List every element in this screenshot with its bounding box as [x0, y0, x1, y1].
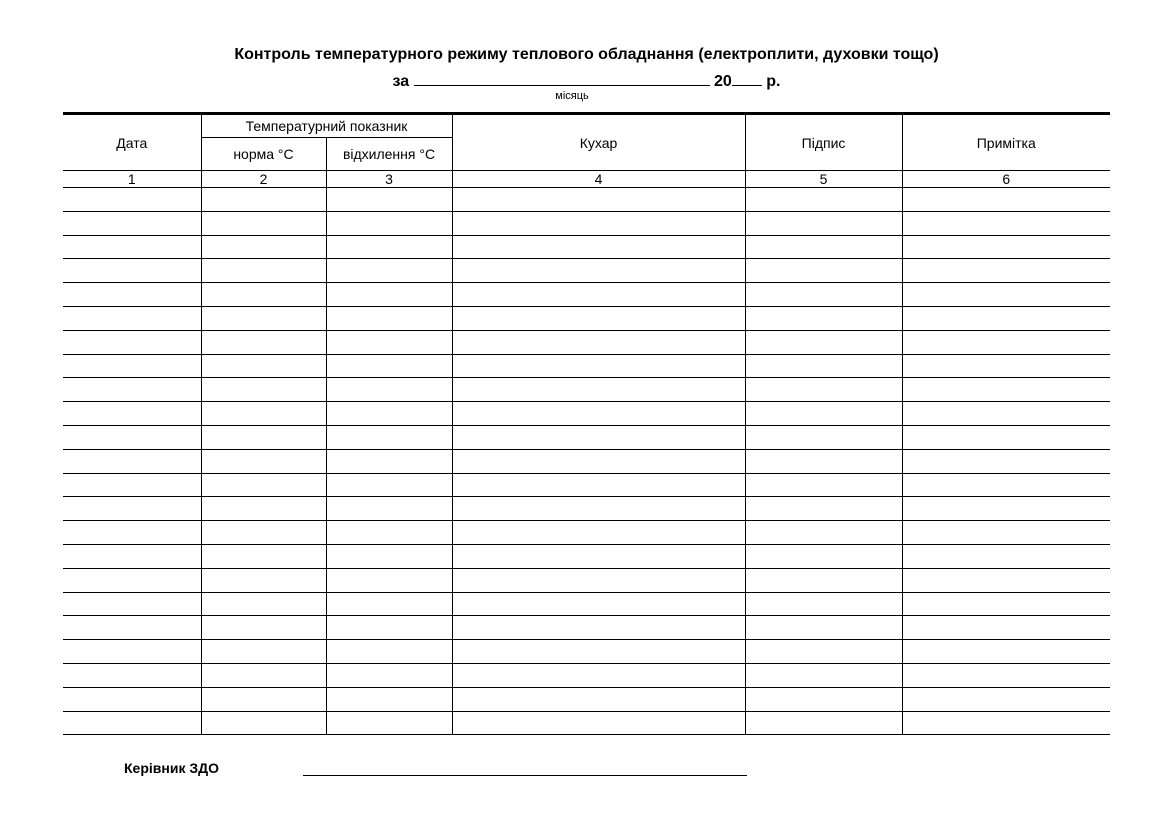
cell-date[interactable] — [63, 687, 201, 711]
cell-note[interactable] — [902, 425, 1110, 449]
cell-note[interactable] — [902, 306, 1110, 330]
cell-deviation[interactable] — [326, 592, 452, 616]
table-row — [63, 640, 1110, 664]
header-norm: норма °С — [201, 138, 326, 171]
cell-signature[interactable] — [745, 663, 902, 687]
document-title: Контроль температурного режиму теплового обладнання (електроплити, духовки тощо) — [234, 46, 939, 63]
table-row — [63, 687, 1110, 711]
cell-norm[interactable] — [201, 663, 326, 687]
cell-norm[interactable] — [201, 687, 326, 711]
cell-deviation[interactable] — [326, 402, 452, 426]
cell-cook[interactable] — [452, 568, 745, 592]
cell-note[interactable] — [902, 378, 1110, 402]
month-blank[interactable] — [414, 71, 710, 86]
cell-note[interactable] — [902, 188, 1110, 212]
cell-signature[interactable] — [745, 616, 902, 640]
year-prefix: 20 — [714, 73, 732, 90]
cell-signature[interactable] — [745, 568, 902, 592]
table-row — [63, 378, 1110, 402]
cell-date[interactable] — [63, 544, 201, 568]
cell-date[interactable] — [63, 640, 201, 664]
cell-cook[interactable] — [452, 211, 745, 235]
table-row — [63, 354, 1110, 378]
cell-deviation[interactable] — [326, 259, 452, 283]
table-row — [63, 283, 1110, 307]
cell-deviation[interactable] — [326, 473, 452, 497]
cell-date[interactable] — [63, 592, 201, 616]
cell-deviation[interactable] — [326, 283, 452, 307]
cell-cook[interactable] — [452, 259, 745, 283]
cell-norm[interactable] — [201, 188, 326, 212]
cell-deviation[interactable] — [326, 354, 452, 378]
cell-note[interactable] — [902, 497, 1110, 521]
cell-date[interactable] — [63, 188, 201, 212]
col-number: 5 — [745, 171, 902, 188]
period-suffix: р. — [766, 73, 781, 90]
cell-note[interactable] — [902, 449, 1110, 473]
table-row — [63, 568, 1110, 592]
cell-note[interactable] — [902, 283, 1110, 307]
cell-signature[interactable] — [745, 354, 902, 378]
cell-signature[interactable] — [745, 521, 902, 545]
cell-signature[interactable] — [745, 640, 902, 664]
table-row — [63, 497, 1110, 521]
cell-signature[interactable] — [745, 211, 902, 235]
cell-norm[interactable] — [201, 497, 326, 521]
table-row — [63, 259, 1110, 283]
cell-norm[interactable] — [201, 592, 326, 616]
cell-date[interactable] — [63, 568, 201, 592]
cell-signature[interactable] — [745, 449, 902, 473]
cell-signature[interactable] — [745, 283, 902, 307]
col-number: 2 — [201, 171, 326, 188]
cell-cook[interactable] — [452, 687, 745, 711]
header-signature: Підпис — [745, 114, 902, 171]
cell-note[interactable] — [902, 663, 1110, 687]
cell-date[interactable] — [63, 402, 201, 426]
cell-deviation[interactable] — [326, 378, 452, 402]
cell-norm[interactable] — [201, 283, 326, 307]
cell-note[interactable] — [902, 616, 1110, 640]
cell-norm[interactable] — [201, 259, 326, 283]
cell-cook[interactable] — [452, 306, 745, 330]
cell-deviation[interactable] — [326, 306, 452, 330]
cell-cook[interactable] — [452, 188, 745, 212]
cell-signature[interactable] — [745, 425, 902, 449]
cell-norm[interactable] — [201, 425, 326, 449]
cell-date[interactable] — [63, 306, 201, 330]
cell-signature[interactable] — [745, 235, 902, 259]
col-number: 6 — [902, 171, 1110, 188]
cell-note[interactable] — [902, 259, 1110, 283]
cell-cook[interactable] — [452, 521, 745, 545]
cell-note[interactable] — [902, 592, 1110, 616]
header-temp-group: Температурний показник — [201, 114, 452, 138]
header-date: Дата — [63, 114, 201, 171]
head-signature-line[interactable] — [303, 775, 747, 776]
cell-date[interactable] — [63, 259, 201, 283]
table-row — [63, 330, 1110, 354]
cell-note[interactable] — [902, 211, 1110, 235]
cell-cook[interactable] — [452, 473, 745, 497]
table-row — [63, 544, 1110, 568]
header-note: Примітка — [902, 114, 1110, 171]
cell-note[interactable] — [902, 687, 1110, 711]
cell-note[interactable] — [902, 330, 1110, 354]
cell-date[interactable] — [63, 211, 201, 235]
cell-deviation[interactable] — [326, 449, 452, 473]
table-row — [63, 235, 1110, 259]
cell-signature[interactable] — [745, 473, 902, 497]
cell-signature[interactable] — [745, 330, 902, 354]
period-prefix: за — [392, 73, 410, 90]
cell-norm[interactable] — [201, 378, 326, 402]
cell-date[interactable] — [63, 354, 201, 378]
cell-date[interactable] — [63, 235, 201, 259]
cell-note[interactable] — [902, 521, 1110, 545]
cell-date[interactable] — [63, 283, 201, 307]
cell-norm[interactable] — [201, 449, 326, 473]
cell-cook[interactable] — [452, 425, 745, 449]
cell-cook[interactable] — [452, 235, 745, 259]
header-cook: Кухар — [452, 114, 745, 171]
table-row — [63, 473, 1110, 497]
cell-signature[interactable] — [745, 402, 902, 426]
cell-norm[interactable] — [201, 473, 326, 497]
cell-date[interactable] — [63, 330, 201, 354]
header-deviation: відхилення °С — [326, 138, 452, 171]
cell-signature[interactable] — [745, 497, 902, 521]
cell-deviation[interactable] — [326, 521, 452, 545]
cell-norm[interactable] — [201, 640, 326, 664]
cell-date[interactable] — [63, 711, 201, 735]
cell-date[interactable] — [63, 378, 201, 402]
cell-cook[interactable] — [452, 449, 745, 473]
cell-deviation[interactable] — [326, 687, 452, 711]
cell-cook[interactable] — [452, 663, 745, 687]
table-row — [63, 449, 1110, 473]
temperature-log-table — [63, 112, 1110, 735]
cell-signature[interactable] — [745, 687, 902, 711]
cell-norm[interactable] — [201, 616, 326, 640]
cell-deviation[interactable] — [326, 425, 452, 449]
table-row — [63, 188, 1110, 212]
cell-cook[interactable] — [452, 544, 745, 568]
cell-cook[interactable] — [452, 711, 745, 735]
cell-deviation[interactable] — [326, 330, 452, 354]
cell-signature[interactable] — [745, 544, 902, 568]
cell-norm[interactable] — [201, 306, 326, 330]
cell-cook[interactable] — [452, 592, 745, 616]
col-number: 3 — [326, 171, 452, 188]
cell-deviation[interactable] — [326, 640, 452, 664]
cell-cook[interactable] — [452, 378, 745, 402]
cell-signature[interactable] — [745, 711, 902, 735]
cell-cook[interactable] — [452, 330, 745, 354]
cell-date[interactable] — [63, 449, 201, 473]
cell-signature[interactable] — [745, 306, 902, 330]
cell-note[interactable] — [902, 354, 1110, 378]
table-row — [63, 711, 1110, 735]
cell-deviation[interactable] — [326, 544, 452, 568]
cell-note[interactable] — [902, 473, 1110, 497]
table-row — [63, 425, 1110, 449]
cell-signature[interactable] — [745, 259, 902, 283]
cell-signature[interactable] — [745, 378, 902, 402]
cell-norm[interactable] — [201, 330, 326, 354]
cell-norm[interactable] — [201, 568, 326, 592]
table-row — [63, 592, 1110, 616]
cell-date[interactable] — [63, 497, 201, 521]
cell-note[interactable] — [902, 711, 1110, 735]
cell-date[interactable] — [63, 425, 201, 449]
cell-cook[interactable] — [452, 402, 745, 426]
table-row — [63, 402, 1110, 426]
cell-note[interactable] — [902, 544, 1110, 568]
table-row — [63, 211, 1110, 235]
cell-note[interactable] — [902, 235, 1110, 259]
cell-norm[interactable] — [201, 235, 326, 259]
table-body — [63, 188, 1110, 735]
cell-date[interactable] — [63, 521, 201, 545]
cell-date[interactable] — [63, 663, 201, 687]
cell-cook[interactable] — [452, 354, 745, 378]
cell-note[interactable] — [902, 402, 1110, 426]
cell-cook[interactable] — [452, 283, 745, 307]
cell-norm[interactable] — [201, 354, 326, 378]
col-number: 1 — [63, 171, 201, 188]
table-row — [63, 663, 1110, 687]
cell-note[interactable] — [902, 568, 1110, 592]
cell-cook[interactable] — [452, 497, 745, 521]
col-number: 4 — [452, 171, 745, 188]
cell-norm[interactable] — [201, 521, 326, 545]
cell-deviation[interactable] — [326, 211, 452, 235]
cell-deviation[interactable] — [326, 616, 452, 640]
table-row — [63, 616, 1110, 640]
cell-norm[interactable] — [201, 402, 326, 426]
cell-deviation[interactable] — [326, 188, 452, 212]
cell-norm[interactable] — [201, 544, 326, 568]
cell-cook[interactable] — [452, 616, 745, 640]
cell-deviation[interactable] — [326, 235, 452, 259]
cell-cook[interactable] — [452, 640, 745, 664]
cell-deviation[interactable] — [326, 497, 452, 521]
table-row — [63, 521, 1110, 545]
cell-norm[interactable] — [201, 711, 326, 735]
head-label: Керівник ЗДО — [124, 760, 219, 776]
period-line — [0, 71, 1173, 91]
cell-signature[interactable] — [745, 592, 902, 616]
cell-note[interactable] — [902, 640, 1110, 664]
year-blank[interactable] — [732, 71, 762, 86]
cell-date[interactable] — [63, 616, 201, 640]
cell-date[interactable] — [63, 473, 201, 497]
cell-norm[interactable] — [201, 211, 326, 235]
cell-deviation[interactable] — [326, 568, 452, 592]
cell-deviation[interactable] — [326, 663, 452, 687]
cell-deviation[interactable] — [326, 711, 452, 735]
table-row — [63, 306, 1110, 330]
cell-signature[interactable] — [745, 188, 902, 212]
month-caption: місяць — [555, 90, 589, 102]
